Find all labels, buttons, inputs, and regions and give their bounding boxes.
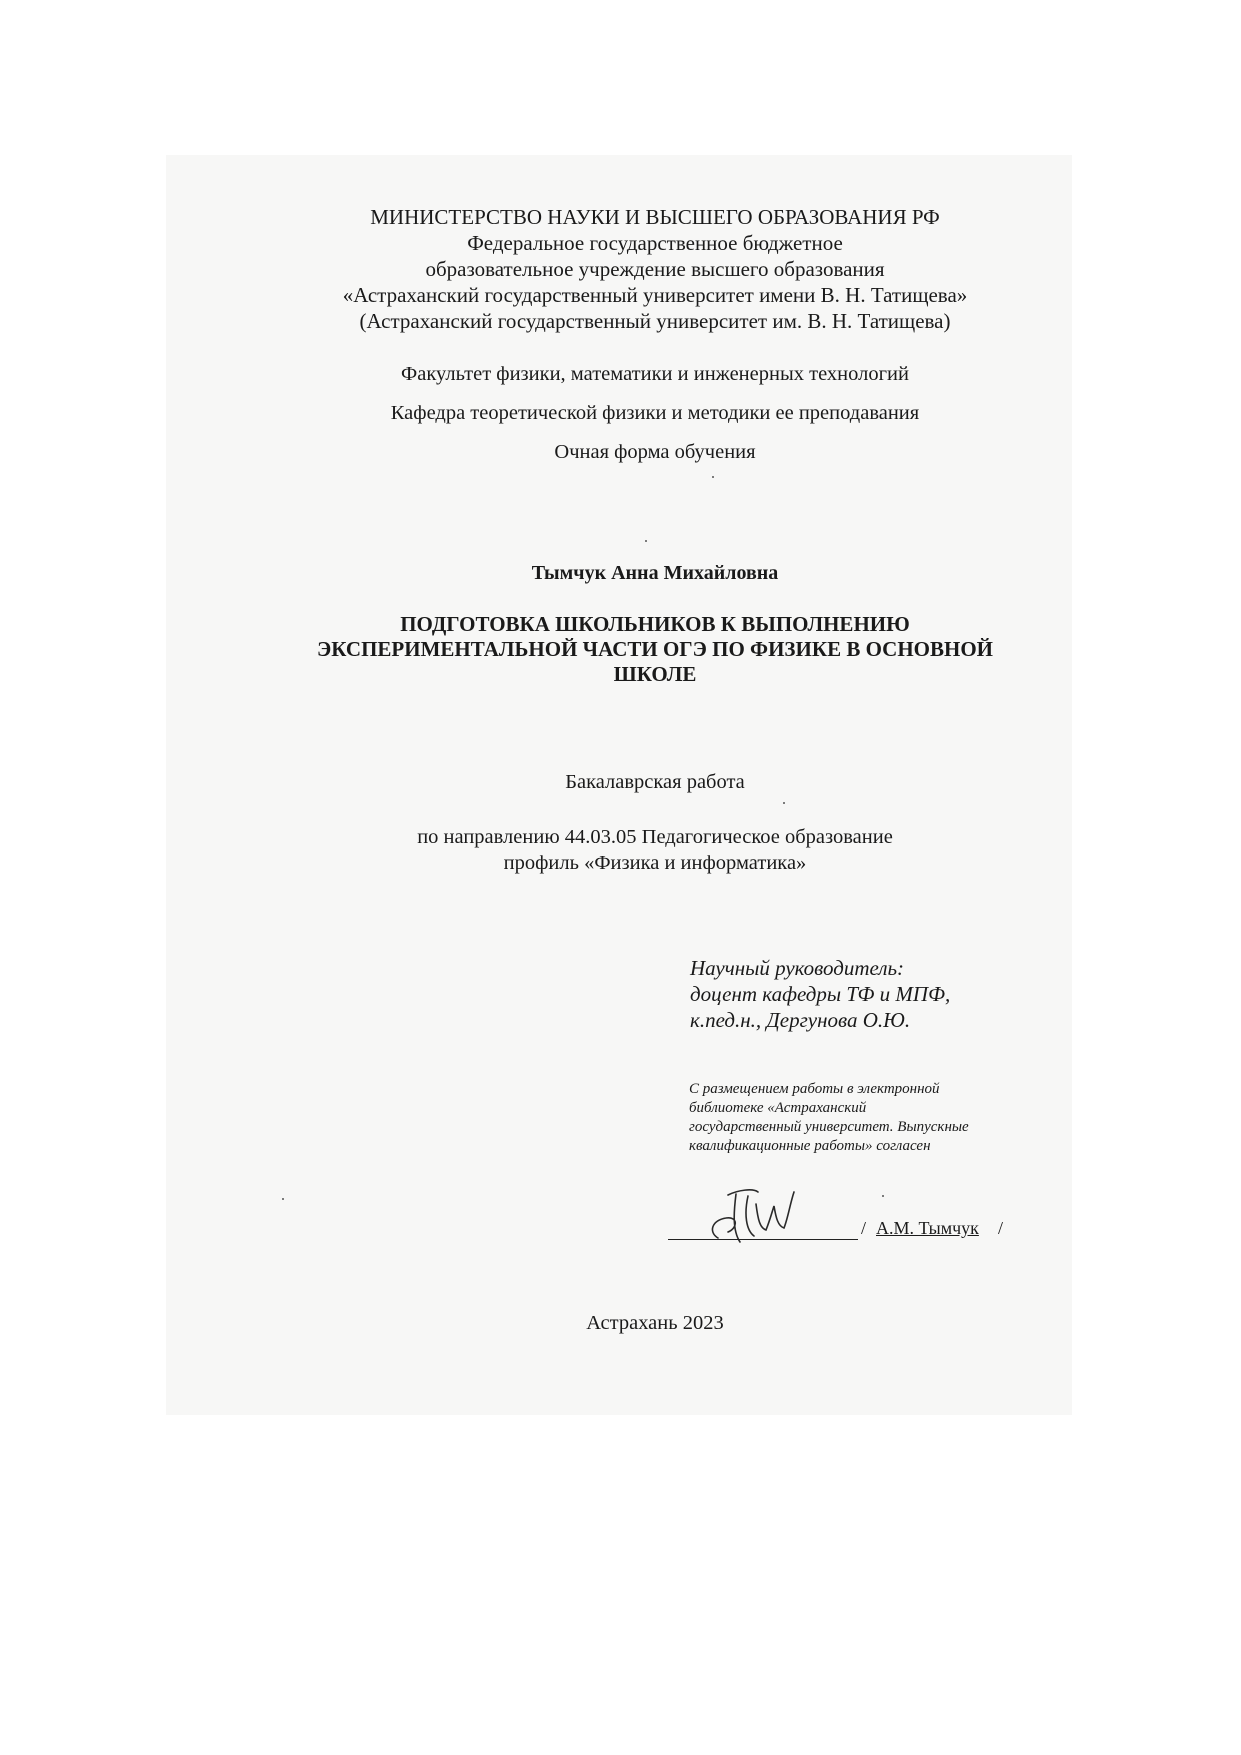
thesis-title: [0, 612, 1241, 687]
scan-speck: [783, 802, 785, 804]
signature-separator: /: [861, 1218, 867, 1238]
signer-name: А.М. Тымчук: [876, 1218, 979, 1238]
consent-line-3: государственный университет. Выпускные: [689, 1119, 969, 1135]
ministry-name: МИНИСТЕРСТВО НАУКИ И ВЫСШЕГО ОБРАЗОВАНИЯ РФ: [370, 205, 940, 229]
consent-line-4: квалификационные работы» согласен: [689, 1138, 931, 1154]
thesis-title-line-1: ПОДГОТОВКА ШКОЛЬНИКОВ К ВЫПОЛНЕНИЮ: [400, 612, 910, 636]
study-direction: [0, 824, 1241, 876]
scan-speck: [882, 1195, 884, 1197]
signature-separator-end: /: [998, 1218, 1004, 1238]
thesis-title-line-2: ЭКСПЕРИМЕНТАЛЬНОЙ ЧАСТИ ОГЭ ПО ФИЗИКЕ В ОСНОВНОЙ: [316, 637, 994, 661]
institution-type-line: Федеральное государственное бюджетное: [467, 231, 843, 255]
institution-header: [0, 204, 1241, 334]
city-and-year: Астрахань 2023: [586, 1312, 724, 1334]
consent-line-2: библиотеке «Астраханский: [689, 1100, 867, 1116]
supervisor-position: доцент кафедры ТФ и МПФ,: [690, 982, 951, 1006]
department-name: Кафедра теоретической физики и методики ее преподавания: [390, 402, 920, 424]
work-type: Бакалаврская работа: [565, 771, 745, 793]
supervisor-block: [690, 955, 950, 1033]
author-name: Тымчук Анна Михайловна: [531, 562, 779, 584]
profile-line: профиль «Физика и информатика»: [503, 852, 807, 874]
supervisor-name: к.пед.н., Дергунова О.Ю.: [690, 1008, 911, 1032]
consent-line-1: С размещением работы в электронной: [689, 1081, 940, 1097]
scan-speck: [645, 540, 647, 542]
scan-speck: [712, 476, 714, 478]
consent-statement: [689, 1080, 969, 1156]
supervisor-label: Научный руководитель:: [690, 956, 905, 980]
signature-row: [668, 1215, 1008, 1247]
thesis-title-line-3: ШКОЛЕ: [613, 662, 697, 686]
university-short-name: (Астраханский государственный университет им. В. Н. Татищева): [359, 309, 951, 333]
signature-line: [668, 1239, 858, 1240]
study-form: Очная форма обучения: [554, 441, 756, 463]
scan-speck: [282, 1198, 284, 1200]
direction-line: по направлению 44.03.05 Педагогическое образование: [417, 826, 893, 848]
faculty-name: Факультет физики, математики и инженерных технологий: [401, 363, 909, 385]
university-full-name: «Астраханский государственный университет имени В. Н. Татищева»: [342, 283, 968, 307]
institution-type-line-2: образовательное учреждение высшего образования: [425, 257, 885, 281]
